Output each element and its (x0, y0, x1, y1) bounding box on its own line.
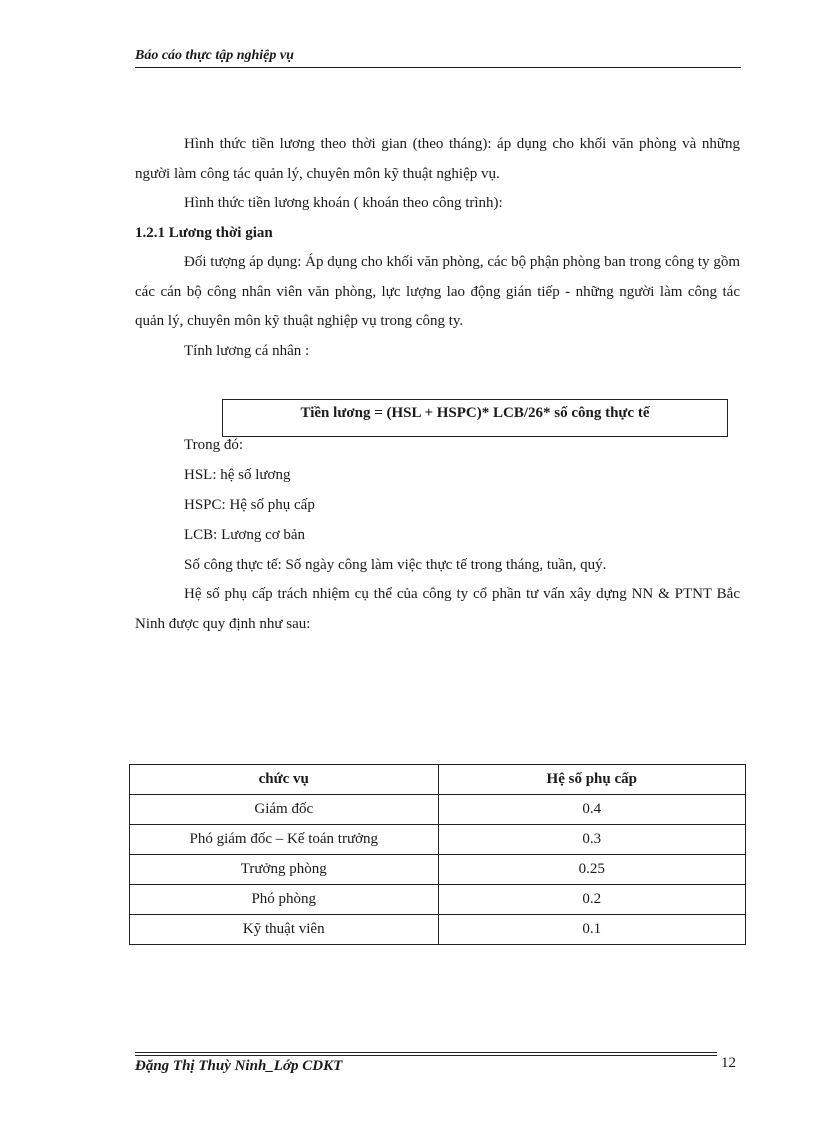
position-cell: Kỹ thuật viên (130, 915, 439, 945)
coefficient-cell: 0.2 (438, 885, 745, 915)
table-row (130, 885, 746, 915)
paragraph-scope: Đối tượng áp dụng: Áp dụng cho khối văn phòng, các bộ phận phòng ban trong công ty gồm các cán bộ công nhân viên văn phòng, lực lượng lao động gián tiếp - những người làm công tác quản lý, chuyên môn kỹ thuật nghiệp vụ trong công ty. (135, 254, 740, 329)
position-cell: Trưởng phòng (130, 855, 439, 885)
body-text (135, 130, 740, 366)
column-header-coefficient: Hệ số phụ cấp (438, 765, 745, 795)
where-label: Trong đó: (184, 437, 244, 453)
paragraph-piece-wage: Hình thức tiền lương khoán ( khoán theo công trình): (184, 195, 503, 211)
table-row (130, 855, 746, 885)
allowance-table (129, 764, 746, 945)
paragraph-allowance-intro: Hệ số phụ cấp trách nhiệm cụ thể của công ty cổ phần tư vấn xây dựng NN & PTNT Bắc Ninh được quy định như sau: (135, 586, 740, 632)
coefficient-cell: 0.3 (438, 825, 745, 855)
table-row (130, 915, 746, 945)
table-header-row (130, 765, 746, 795)
footer-author: Đặng Thị Thuỳ Ninh_Lớp CDKT (135, 1058, 343, 1074)
running-header: Báo cáo thực tập nghiệp vụ (135, 48, 294, 63)
coefficient-cell: 0.4 (438, 795, 745, 825)
definition-work-days: Số công thực tế: Số ngày công làm việc thực tế trong tháng, tuần, quý. (184, 557, 607, 573)
coefficient-cell: 0.1 (438, 915, 745, 945)
column-header-position: chức vụ (130, 765, 439, 795)
definition-lcb: LCB: Lương cơ bản (184, 527, 306, 543)
section-heading: 1.2.1 Lương thời gian (135, 224, 273, 241)
position-cell: Giám đốc (130, 795, 439, 825)
footer-rule (135, 1055, 717, 1056)
table-row (130, 825, 746, 855)
table-row (130, 795, 746, 825)
position-cell: Phó giám đốc – Kế toán trưởng (130, 825, 439, 855)
paragraph-time-wage: Hình thức tiền lương theo thời gian (theo tháng): áp dụng cho khối văn phòng và những người làm công tác quản lý, chuyên môn kỹ thuật nghiệp vụ. (135, 136, 740, 182)
position-cell: Phó phòng (130, 885, 439, 915)
definitions-block (135, 430, 740, 639)
salary-formula: Tiền lương = (HSL + HSPC)* LCB/26* số công thực tế (222, 399, 728, 437)
footer-rule (135, 1052, 717, 1053)
coefficient-cell: 0.25 (438, 855, 745, 885)
page-number: 12 (721, 1055, 736, 1071)
header-rule (135, 67, 741, 68)
definition-hspc: HSPC: Hệ số phụ cấp (184, 497, 315, 513)
paragraph-calc-intro: Tính lương cá nhân : (184, 342, 310, 359)
definition-hsl: HSL: hệ số lương (184, 467, 291, 483)
